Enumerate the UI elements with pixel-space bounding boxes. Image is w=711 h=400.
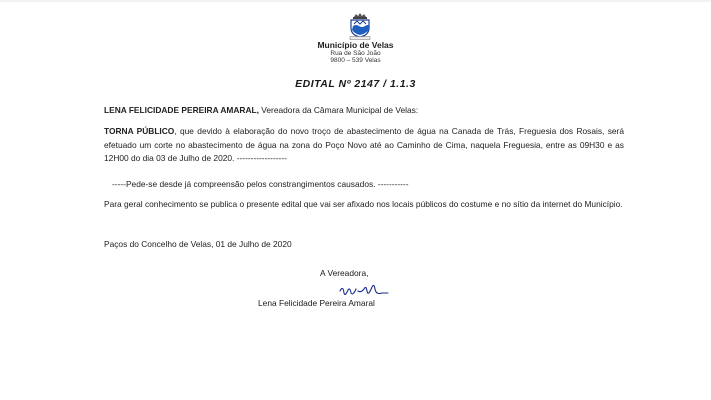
councillor-name: LENA FELICIDADE PEREIRA AMARAL, — [104, 105, 259, 115]
address-line-2: 9800 – 539 Velas — [330, 57, 381, 64]
announcement-paragraph — [104, 125, 624, 166]
edital-title: EDITAL Nº 2147 / 1.1.3 — [295, 78, 416, 90]
intro-paragraph — [104, 104, 624, 118]
top-edge — [0, 0, 711, 2]
signatory-name: Lena Felicidade Pereira Amaral — [258, 298, 375, 308]
date-line: Paços do Concelho de Velas, 01 de Julho de 2020 — [104, 239, 292, 249]
councillor-role: Vereadora da Câmara Municipal de Velas: — [258, 105, 419, 115]
announcement-text: , que devido à elaboração do novo troço de abastecimento de água na Canada de Trás, Freguesia dos Rosais, será efetuado um corte no abastecimento de água na zona do Poço Novo até ao Caminho de Cima, naquela Freguesia, entre as 09H30 e as 12H00 do dia 03 de Julho de 2020. ------------------ — [104, 126, 624, 164]
announcement-lead: TORNA PÚBLICO — [104, 126, 175, 136]
publication-paragraph: Para geral conhecimento se publica o presente edital que vai ser afixado nos locais públicos do costume e no sítio da internet do Município. — [104, 199, 623, 209]
municipality-name: Município de Velas — [317, 40, 394, 50]
municipal-crest-icon — [345, 12, 375, 40]
address-line-1: Rua de São João — [330, 50, 381, 57]
appeal-line: -----Pede-se desde já compreensão pelos constrangimentos causados. ----------- — [112, 179, 409, 189]
handwritten-signature-icon — [336, 281, 396, 299]
signature-title: A Vereadora, — [320, 268, 369, 278]
